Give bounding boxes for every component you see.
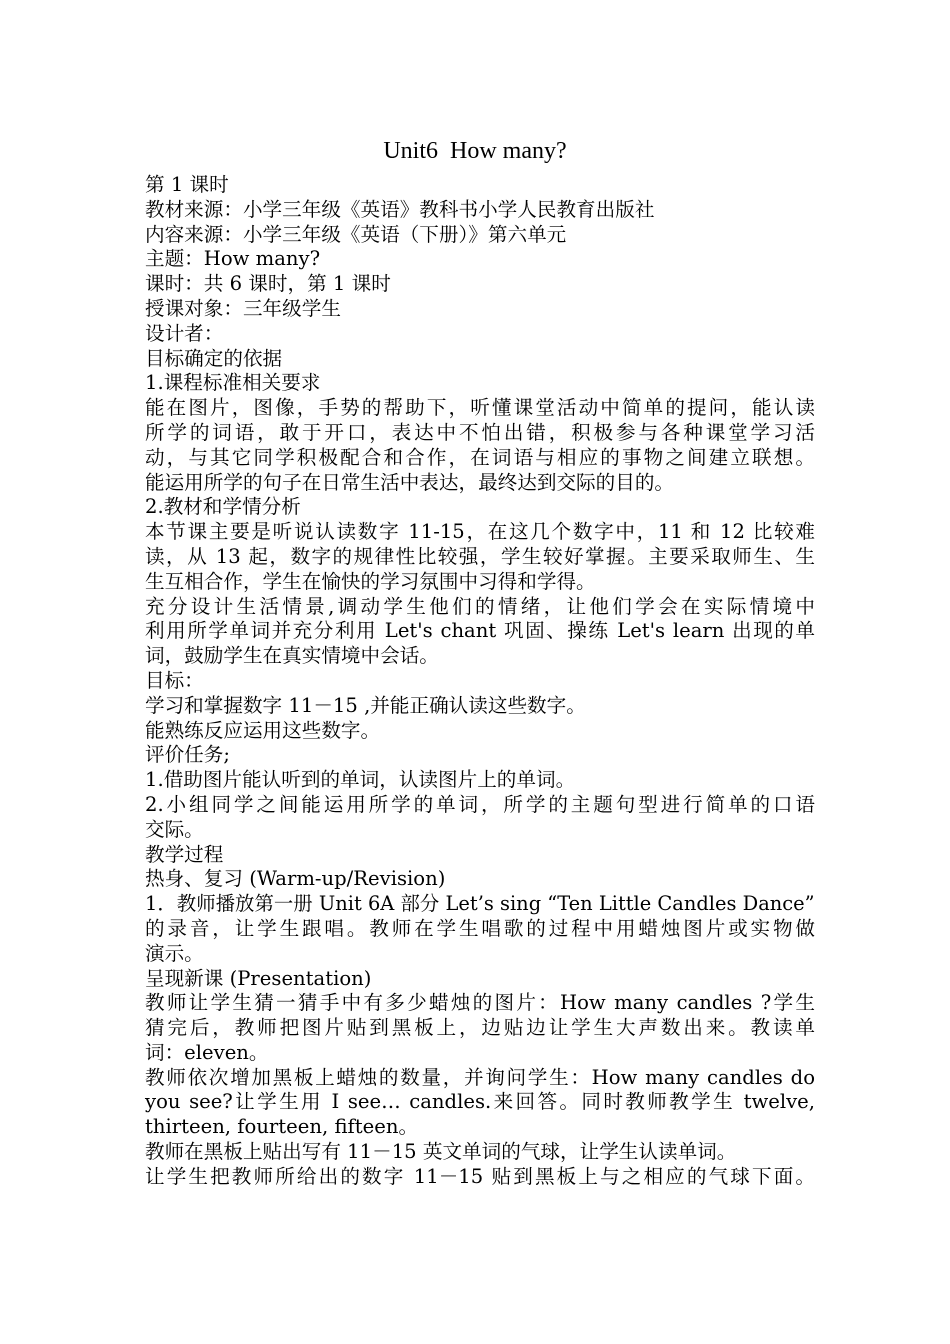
text-line: 利用所学单词并充分利用 Let's chant 巩固、操练 Let's learn 出现的单 (145, 619, 815, 643)
text-line: 教师让学生猜一猜手中有多少蜡烛的图片：How many candles ?学生 (145, 991, 815, 1015)
text-line: 词：eleven。 (145, 1040, 269, 1064)
text-line: 交际。 (145, 817, 204, 841)
text-line: 主题：How many? (145, 247, 321, 271)
text-line: 目标确定的依据 (145, 346, 283, 370)
text-line: 所学的词语，敢于开口，表达中不怕出错，积极参与各种课堂学习活 (145, 420, 815, 444)
text-line: 1.借助图片能认听到的单词，认读图片上的单词。 (145, 768, 576, 792)
text-line: 充分设计生活情景,调动学生他们的情绪，让他们学会在实际情境中 (145, 594, 815, 618)
text-line: 目标： (145, 668, 204, 692)
text-line: 第 1 课时 (145, 173, 229, 196)
document-body (145, 173, 815, 1190)
text-line: 本节课主要是听说认读数字 11-15，在这几个数字中，11 和 12 比较难 (145, 520, 815, 544)
text-line: 演示。 (145, 941, 204, 965)
text-line: 教师在黑板上贴出写有 11－15 英文单词的气球，让学生认读单词。 (145, 1140, 737, 1164)
text-line: 1.课程标准相关要求 (145, 371, 321, 395)
text-line: 1．教师播放第一册 Unit 6A 部分 Let’s sing “Ten Little Candles Dance” (145, 892, 815, 916)
text-line: 教材来源：小学三年级《英语》教科书小学人民教育出版社 (145, 197, 655, 221)
text-line: 评价任务; (145, 743, 230, 767)
text-line: 教学过程 (145, 842, 224, 866)
text-line: you see?让学生用 I see… candles.来回答。同时教师教学生 twelve, (145, 1090, 815, 1114)
text-line: 动，与其它同学积极配合和合作，在词语与相应的事物之间建立联想。 (145, 445, 815, 469)
text-line: 生互相合作，学生在愉快的学习氛围中习得和学得。 (145, 569, 596, 593)
text-line: 学习和掌握数字 11－15 ,并能正确认读这些数字。 (145, 693, 586, 717)
text-line: 热身、复习 (Warm-up/Revision) (145, 867, 446, 891)
text-line: 内容来源：小学三年级《英语（下册）》第六单元 (145, 222, 567, 246)
document-title: Unit6 How many? (383, 138, 567, 164)
text-line: 词，鼓励学生在真实情境中会话。 (145, 644, 439, 668)
text-line: 教师依次增加黑板上蜡烛的数量，并询问学生：How many candles do (145, 1065, 815, 1089)
text-line: 让学生把教师所给出的数字 11－15 贴到黑板上与之相应的气球下面。 (145, 1164, 815, 1188)
text-line: 呈现新课 (Presentation) (145, 966, 372, 990)
text-line: thirteen, fourteen, fifteen。 (145, 1115, 419, 1139)
text-line: 能在图片，图像，手势的帮助下，听懂课堂活动中简单的提问，能认读 (145, 396, 815, 420)
text-line: 2.小组同学之间能运用所学的单词，所学的主题句型进行简单的口语 (145, 792, 815, 816)
text-line: 读，从 13 起，数字的规律性比较强，学生较好掌握。主要采取师生、生 (145, 544, 815, 568)
text-line: 设计者： (145, 321, 224, 345)
text-line: 授课对象：三年级学生 (145, 296, 341, 320)
text-line: 能熟练反应运用这些数字。 (145, 718, 381, 742)
text-line: 2.教材和学情分析 (145, 495, 301, 519)
text-line: 课时：共 6 课时，第 1 课时 (145, 272, 391, 296)
text-line: 的录音，让学生跟唱。教师在学生唱歌的过程中用蜡烛图片或实物做 (145, 916, 815, 940)
text-line: 能运用所学的句子在日常生活中表达，最终达到交际的目的。 (145, 470, 675, 494)
text-line: 猜完后，教师把图片贴到黑板上，边贴边让学生大声数出来。教读单 (145, 1016, 815, 1040)
